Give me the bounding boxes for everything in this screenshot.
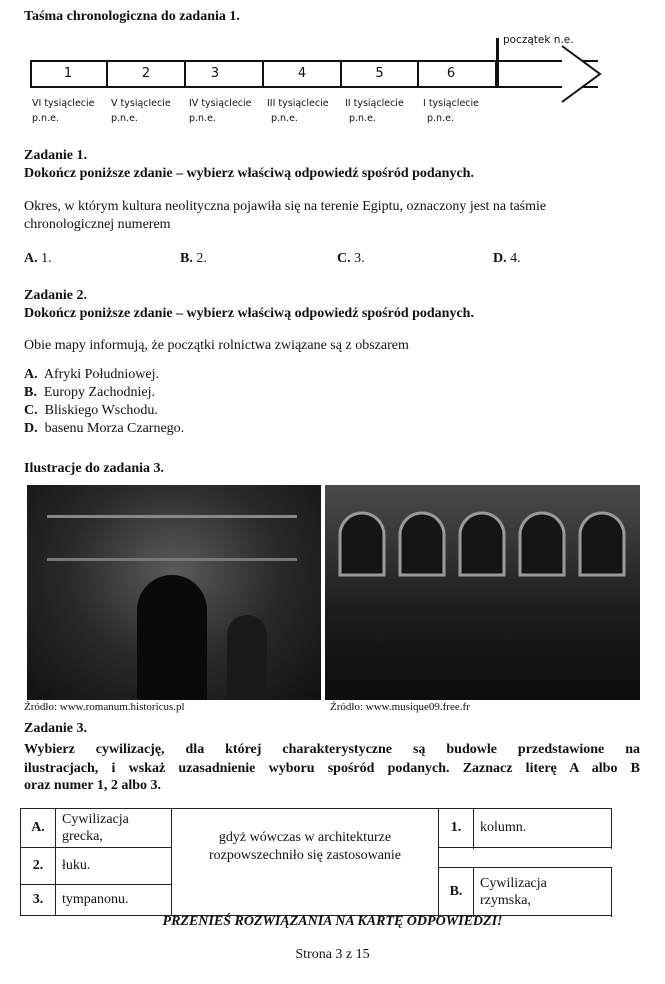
task3-answer-table — [20, 808, 612, 916]
task2-options — [24, 366, 184, 438]
transfer-notice: PRZENIEŚ ROZWIĄZANIA NA KARTĘ ODPOWIEDZI! — [162, 914, 503, 929]
timeline-label: V tysiąclecie p.n.e. — [111, 98, 171, 124]
option-b-text: Cywilizacja rzymska, — [474, 868, 612, 916]
task2-text: Obie mapy informują, że początki rolnictwa związane są z obszarem — [24, 338, 409, 353]
timeline-label: IV tysiąclecie p.n.e. — [189, 98, 252, 124]
timeline-label: VI tysiąclecie p.n.e. — [32, 98, 95, 124]
task1-option-b: B. 2. — [180, 251, 207, 266]
task3-line: ilustracjach, i wskaż uzasadnienie wyboru spośród podanych. Zaznacz literę A albo B — [24, 761, 640, 776]
option-a-text: Cywilizacja grecka, — [56, 809, 172, 848]
option-b-letter: B. — [439, 868, 474, 916]
justification-text: gdyż wówczas w architekturze rozpowszechniło się zastosowanie — [172, 809, 439, 916]
timeline-segment: 2 — [108, 60, 186, 88]
timeline-segment: 1 — [30, 60, 108, 88]
task2-heading: Zadanie 2. — [24, 288, 88, 303]
timeline-segment: 3 — [186, 60, 264, 88]
task1-instruction: Dokończ poniższe zdanie – wybierz właściwą odpowiedź spośród podanych. — [24, 166, 474, 181]
task2-option-b: B. Europy Zachodniej. — [24, 385, 156, 400]
option-3-number: 3. — [21, 885, 56, 916]
task2-option-c: C. Bliskiego Wschodu. — [24, 403, 158, 418]
task2-option-d: D. basenu Morza Czarnego. — [24, 421, 185, 436]
task1-option-d: D. 4. — [493, 251, 521, 266]
option-2-number: 2. — [21, 848, 56, 885]
timeline-title: Taśma chronologiczna do zadania 1. — [24, 9, 240, 24]
task2-instruction: Dokończ poniższe zdanie – wybierz właściwą odpowiedź spośród podanych. — [24, 306, 474, 321]
task1-option-a: A. 1. — [24, 251, 52, 266]
task3-line: Wybierz cywilizację, dla której charakterystyczne są budowle przedstawione na — [24, 742, 640, 757]
task3-line: oraz numer 1, 2 albo 3. — [24, 778, 162, 793]
task1-heading: Zadanie 1. — [24, 148, 88, 163]
task1-text: chronologicznej numerem — [24, 217, 171, 232]
timeline-label: II tysiąclecie p.n.e. — [345, 98, 404, 124]
task1-text: Okres, w którym kultura neolityczna pojawiła się na terenie Egiptu, oznaczony jest na taśmie — [24, 199, 547, 214]
era-start-label: początek n.e. — [503, 34, 574, 46]
task1-option-c: C. 3. — [337, 251, 365, 266]
timeline-arrowhead — [560, 44, 606, 104]
aqueduct-photo — [325, 485, 640, 700]
source-left: Źródło: www.romanum.historicus.pl — [24, 701, 185, 713]
timeline-segment: 4 — [264, 60, 342, 88]
page-number: Strona 3 z 15 — [295, 947, 370, 962]
option-3-text: tympanonu. — [56, 885, 172, 916]
option-1-text: kolumn. — [474, 809, 612, 848]
task3-heading: Zadanie 3. — [24, 721, 88, 736]
timeline-label: III tysiąclecie p.n.e. — [267, 98, 329, 124]
timeline-label: I tysiąclecie p.n.e. — [423, 98, 479, 124]
option-a-letter: A. — [21, 809, 56, 848]
option-2-text: łuku. — [56, 848, 172, 885]
timeline-segment: 5 — [342, 60, 419, 88]
task2-option-a: A. Afryki Południowej. — [24, 367, 159, 382]
timeline-segment: 6 — [419, 60, 497, 88]
arch-photo — [27, 485, 321, 700]
option-1-number: 1. — [439, 809, 474, 848]
source-right: Źródło: www.musique09.free.fr — [330, 701, 470, 713]
illustrations-heading: Ilustracje do zadania 3. — [24, 461, 164, 476]
